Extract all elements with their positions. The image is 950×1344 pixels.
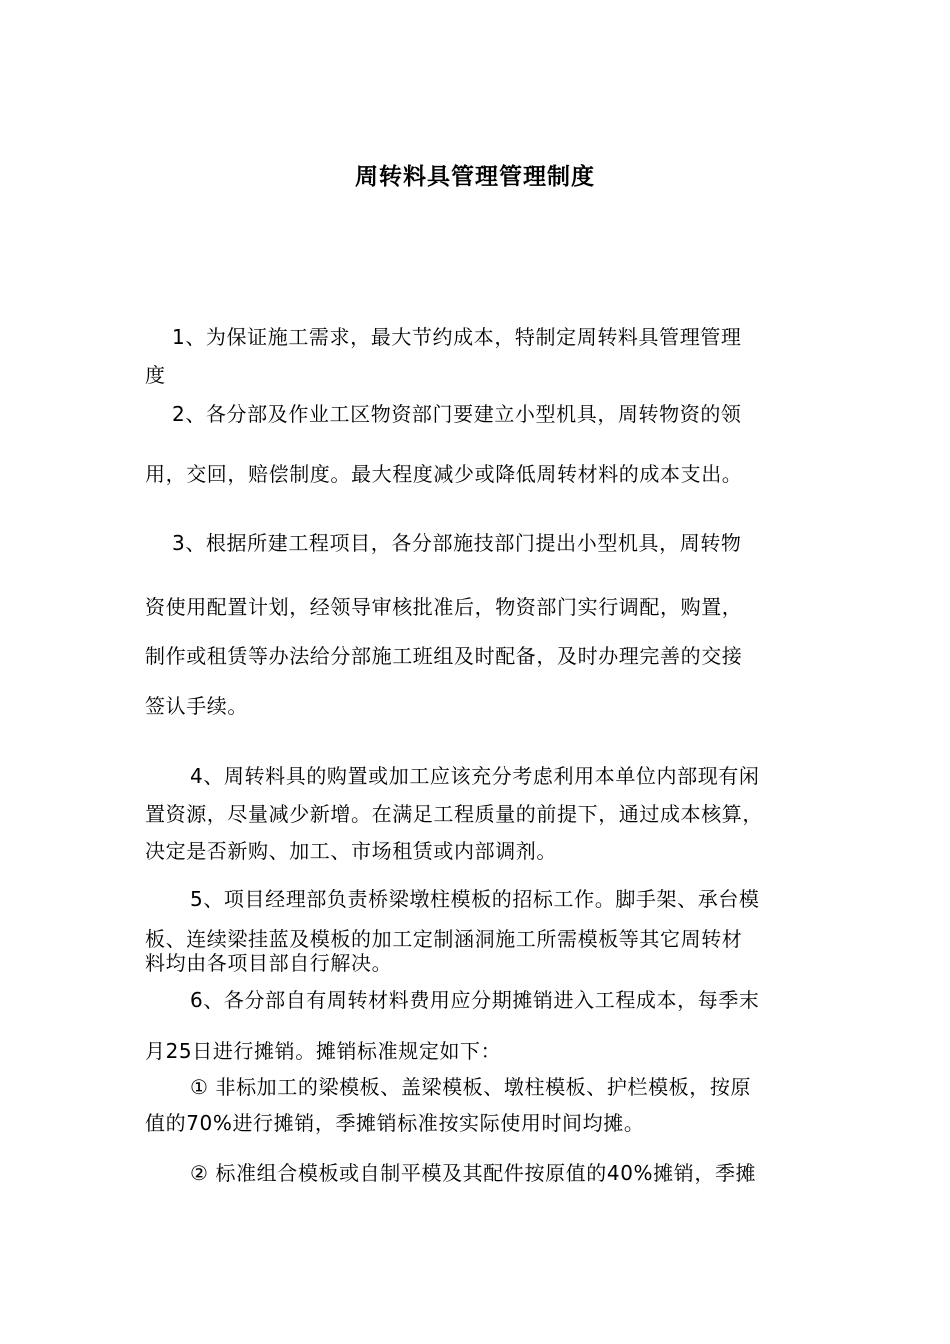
item-2-line-1: ② 标准组合模板或自制平模及其配件按原值的40%摊销，季摊 [190,1161,757,1185]
paragraph-3-line-2: 资使用配置计划，经领导审核批准后，物资部门实行调配，购置， [145,595,743,619]
document-title: 周转料具管理管理制度 [355,164,595,190]
paragraph-4-line-3: 决定是否新购、加工、市场租赁或内部调剂。 [145,839,557,863]
paragraph-6-line-1: 6、各分部自有周转材料费用应分期摊销进入工程成本，每季末 [190,988,760,1012]
paragraph-3-line-4: 签认手续。 [145,694,248,718]
paragraph-3-line-3: 制作或租赁等办法给分部施工班组及时配备，及时办理完善的交接 [145,644,743,668]
paragraph-4-line-1: 4、周转料具的购置或加工应该充分考虑利用本单位内部现有闲 [190,764,760,788]
paragraph-5-line-3: 料均由各项目部自行解决。 [145,951,393,975]
paragraph-6-line-2: 月25日进行摊销。摊销标准规定如下： [145,1039,502,1063]
item-1-line-2: 值的70%进行摊销，季摊销标准按实际使用时间均摊。 [145,1111,645,1135]
paragraph-2-line-2: 用，交回，赔偿制度。最大程度减少或降低周转材料的成本支出。 [145,462,743,486]
paragraph-5-line-2: 板、连续梁挂蓝及模板的加工定制涵洞施工所需模板等其它周转材 [145,927,743,951]
item-1-line-1: ① 非标加工的梁模板、盖梁模板、墩柱模板、护栏模板，按原 [190,1075,752,1099]
paragraph-5-line-1: 5、项目经理部负责桥梁墩柱模板的招标工作。脚手架、承台模 [190,887,760,911]
paragraph-4-line-2: 置资源，尽量减少新增。在满足工程质量的前提下，通过成本核算， [145,802,763,826]
paragraph-1-line-1: 1、为保证施工需求，最大节约成本，特制定周转料具管理管理 [172,325,742,349]
paragraph-1-line-2: 度 [145,363,166,387]
paragraph-3-line-1: 3、根据所建工程项目，各分部施技部门提出小型机具，周转物 [172,531,742,555]
paragraph-2-line-1: 2、各分部及作业工区物资部门要建立小型机具，周转物资的领 [172,402,742,426]
